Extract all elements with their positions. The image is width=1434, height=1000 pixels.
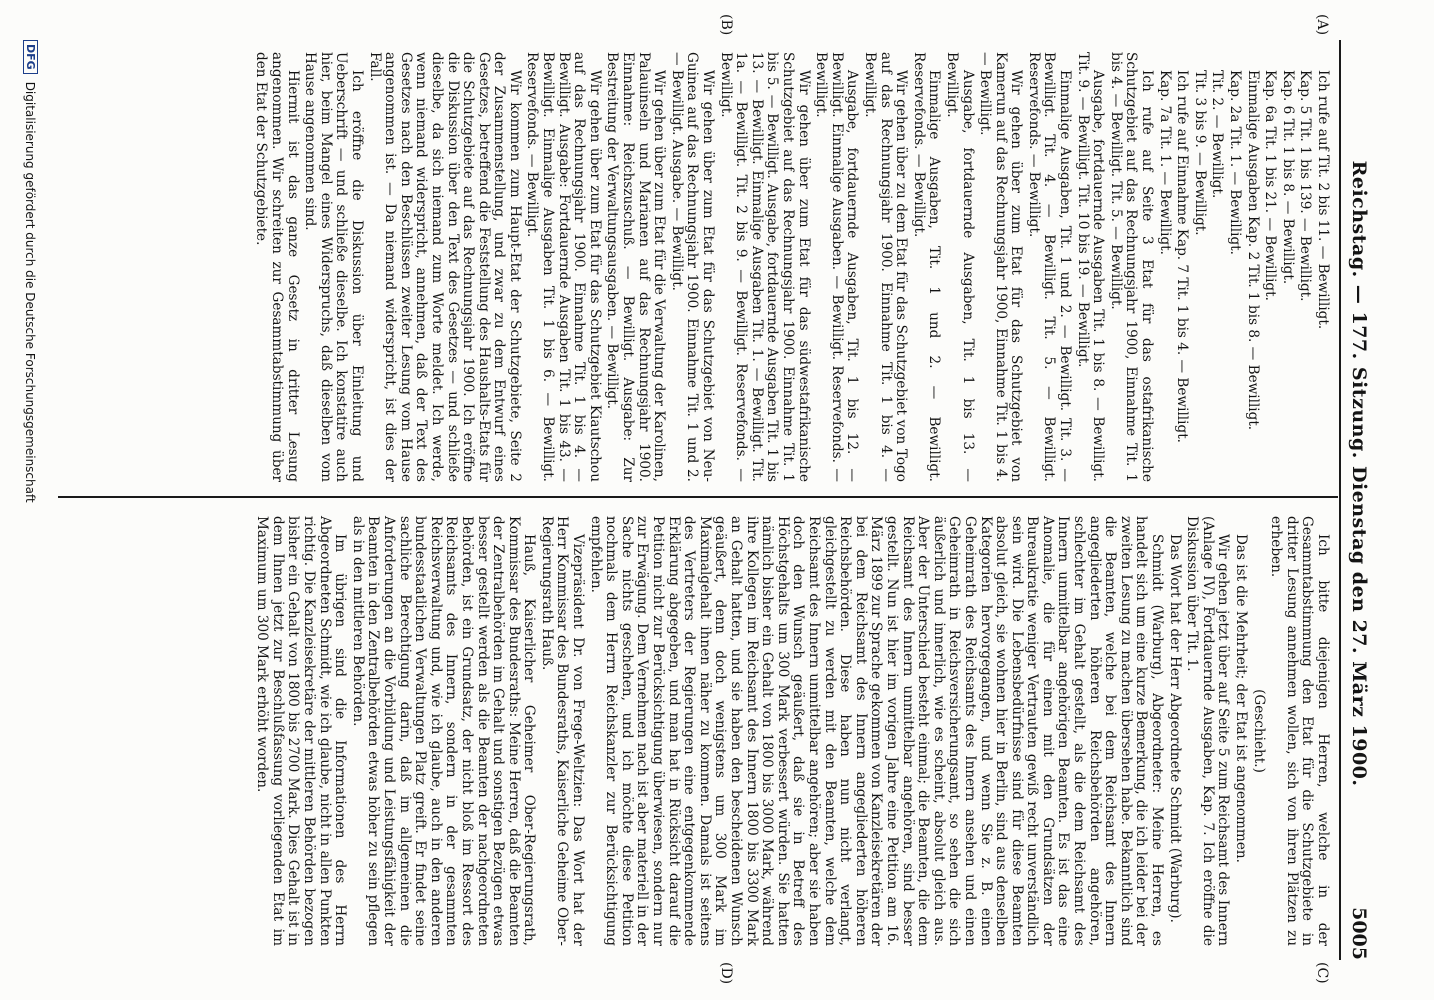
footer-text: Digitalisierung gefördert durch die Deutsche Forschungsgemeinschaft: [23, 81, 38, 503]
margin-mark-c: (C): [1314, 962, 1330, 984]
paragraph: Einmalige Ausgaben, Tit. 1 und 2. — Bewilligt. Reservefonds. — Bewilligt.: [910, 52, 943, 482]
paragraph: Wir gehen über zum Etat für das Schutzgebiet Kiautschou auf das Rechnungsjahr 1900. Einnahme Tit. 1 bis 4. — Bewilligt. Ausgabe: Fortdauernde Ausgaben Tit. 1 bis 43. — Bewilligt. Einmalige Ausgaben Tit. 1 bis 6. — Bewilligt. Reservefonds. — Bewilligt.: [524, 52, 603, 482]
paragraph: Wir gehen über zum Etat für das Schutzgebiet von Neu-Guinea auf das Rechnungsjahr 1900. Einnahme Tit. 1 und 2. — Bewilligt. Ausgabe. — Bewilligt.: [668, 52, 717, 482]
margin-mark-d: (D): [718, 962, 734, 985]
paragraph: Einmalige Ausgaben, Tit. 1 und 2. — Bewilligt. Tit. 3. — Bewilligt. Tit. 4. — Bewilligt. Tit. 5. — Bewilligt. Reservefonds. — Bewilligt.: [1025, 52, 1074, 482]
paragraph: Kap. 5 Tit. 1 bis 139. — Bewilligt.: [1297, 70, 1314, 302]
paragraph: Wir gehen über zu dem Etat für das Schutzgebiet von Togo auf das Rechnungsjahr 1900. Einnahme Tit. 1 bis 4. — Bewilligt.: [861, 52, 910, 482]
margin-mark-a: (A): [1314, 14, 1330, 36]
right-column: [252, 516, 1330, 946]
paragraph: Ausgabe, fortdauernde Ausgaben, Tit. 1 bis 13. — Bewilligt.: [943, 52, 976, 482]
page-header: [1348, 40, 1388, 960]
header-title: Reichstag. — 177. Sitzung. Dienstag den 27. März 1900.: [1348, 160, 1370, 787]
paragraph: Ausgabe, fortdauernde Ausgaben Tit. 1 bis 8. — Bewilligt. Tit. 9. — Bewilligt. Tit. 10 bis 19. — Bewilligt.: [1074, 52, 1107, 482]
paragraph: Das ist die Mehrheit; der Etat ist angenommen.: [1233, 534, 1250, 863]
paragraph: Wir kommen zum Haupt-Etat der Schutzgebiete, Seite 2 der Zusammenstellung, und zwar zu dem Entwurf eines Gesetzes, betreffend die Feststellung des Haushalts-Etats für die Schutzgebiete auf das Rechnungsjahr 1900. Ich eröffne die Diskussion über den Text des Gesetzes — und schließe dieselbe, da sich niemand zum Worte meldet. Ich werde, wenn niemand widerspricht, annehmen, daß der Text des Gesetzes nach den Beschlüssen zweiter Lesung vom Hause angenommen ist. — Da niemand widerspricht, ist dies der Fall.: [366, 52, 523, 482]
margin-mark-b: (B): [718, 14, 734, 36]
paragraph: Kap. 6 Tit. 1 bis 8. — Bewilligt.: [1279, 70, 1296, 285]
paragraph: Ich bitte diejenigen Herren, welche in der Gesammtabstimmung den Etat für die Schutzgebiete in dritter Lesung annehmen wollen, sich von ihren Plätzen zu erheben.: [1268, 516, 1331, 946]
paragraph: Einmalige Ausgaben Kap. 2 Tit. 1 bis 8. — Bewilligt.: [1244, 70, 1261, 431]
paragraph: Wir gehen jetzt über auf Seite 5 zum Reichsamt des Innern (Anlage IV), Fortdauernde Ausgaben, Kap. 7. Ich eröffne die Diskussion über Tit. 1.: [1184, 516, 1232, 946]
left-column: [251, 52, 1330, 482]
paragraph: Das Wort hat der Herr Abgeordnete Schmidt (Warburg).: [1166, 534, 1183, 923]
paragraph: Ausgabe, fortdauernde Ausgaben, Tit. 1 bis 12. — Bewilligt. Einmalige Ausgaben. — Bewilligt. Reservefonds. — Bewilligt.: [813, 52, 861, 482]
paragraph: Wir gehen über zum Etat für das Schutzgebiet von Kamerun auf das Rechnungsjahr 1900, Einnahme Tit. 1 bis 4. — Bewilligt.: [977, 52, 1025, 482]
paragraph: Vizepräsident Dr. von Frege-Weltzien: Das Wort hat der Herr Kommissar des Bundesraths, Kaiserliche Geheime Ober-Regierungsrath Hauß.: [538, 516, 587, 946]
paragraph: Tit. 2. — Bewilligt.: [1209, 70, 1226, 199]
paragraph: Ich rufe auf Einnahme Kap. 7 Tit. 1 bis 4. — Bewilligt.: [1174, 70, 1191, 443]
paragraph: Ich rufe auf Seite 3 Etat für das ostafrikanische Schutzgebiet auf das Rechnungsjahr 1900, Einnahme Tit. 1 bis 4. — Bewilligt. Tit. 5. — Bewilligt.: [1107, 52, 1156, 482]
paragraph: Kap. 7a Tit. 1. — Bewilligt.: [1156, 70, 1173, 255]
page-number: 5005: [1348, 907, 1370, 960]
paragraph: Tit. 3 bis 9. — Bewilligt.: [1191, 70, 1208, 236]
paragraph: Hiermit ist das ganze Gesetz in dritter Lesung angenommen. Wir schreiten zur Gesammtabstimmung über den Etat der Schutzgebiete.: [253, 52, 301, 482]
paragraph: Hauß, Kaiserlicher Geheimer Ober-Regierungsrath, Kommissar des Bundesraths: Meine Herren, daß die Beamten der Zentralbehörden im Gehalt und sonstigen Bezügen etwas besser gestellt werden als die Beamten der nachgeordneten Behörden, ist ein Grundsatz, der nicht bloß im Ressort des Reichsamts des Innern, sondern in der gesammten Reichsverwaltung und, wie ich glaube, auch in den anderen bundesstaatlichen Verwaltungen Platz greift. Er findet seine sachliche Berechtigung darin, daß im allgemeinen die Anforderungen an die Vorbildung und Leistungsfähigkeit der Beamten in den Zentralbehörden etwas höher zu sein pflegen als in den mittleren Behörden.: [349, 516, 538, 946]
paragraph: Im übrigen sind die Informationen des Herrn Abgeordneten Schmidt, wie ich glaube, nicht in allen Punkten richtig. Die Kanzleisekretäre der mittleren Behörden bezogen bisher ein Gehalt von 1800 bis 2700 Mark. Dies Gehalt ist in dem Ihnen jetzt zur Beschlußfassung vorliegenden Etat im Maximum um 300 Mark erhöht worden.: [254, 516, 349, 946]
paragraph: Wir gehen über zum Etat für die Verwaltung der Karolinen, Palauinseln und Marianen auf das Rechnungsjahr 1900. Einnahme: Reichszuschuß. — Bewilligt. Ausgabe: Zur Bestreitung der Verwaltungsausgaben. — Bewilligt.: [604, 52, 668, 482]
paragraph: Ich rufe auf Tit. 2 bis 11. — Bewilligt.: [1315, 70, 1331, 330]
paragraph: Ich eröffne die Diskussion über Einleitung und Ueberschrift — und schließe dieselbe. Ich konstatire auch hier, beim Mangel eines Widerspruchs, daß dieselben vom Hause angenommen sind.: [302, 52, 365, 482]
paragraph: Schmidt (Warburg), Abgeordneter: Meine Herren, es handelt sich um eine kurze Bemerkung, die ich leider bei der zweiten Lesung zu machen übersehen habe. Bekanntlich sind die Beamten, welche bei dem Reichsamt des Innern angegliederten höheren Reichsbehörden angehören, schlechter im Gehalt gestellt, als die dem Reichsamt des Innern unmittelbar angehörigen Beamten. Es ist das eine Anomalie, die für einen mit den Grundsätzen der Bureaukratie weniger Vertrauten gewiß recht unverständlich sein wird. Die Lebensbedürfnisse sind für diese Beamten absolut gleich, sie wohnen hier in Berlin, sind aus denselben Kategorien hervorgegangen, und wenn Sie z. B. einen Geheimrath des Reichsamts des Innern ansehen und einen Geheimrath in Reichsversicherungsamt, so sehen die sich äußerlich und innerlich, wie es scheint, absolut gleich aus. Aber der Unterschied besteht einmal; die Beamten, die dem Reichsamt des Innern unmittelbar angehören, sind besser gestellt. Nun ist hier im vorigen Jahre eine Petition am 16. März 1899 zur Sprache gekommen von Kanzleisekretären der bei dem Reichsamt des Innern angegliederten höheren Reichsbehörden. Diese haben nun nicht verlangt, gleichgestellt zu werden mit den Beamten, welche dem Reichsamt des Innern unmittelbar angehören; aber sie haben doch den Wunsch geäußert, daß sie in Betreff des Höchstgehalts um 300 Mark verbessert würden. Sie hatten nämlich bisher ein Gehalt von 1800 bis 3000 Mark, während ihre Kollegen im Reichsamt des Innern 1800 bis 3300 Mark an Gehalt hatten, und sie haben den bescheidenen Wunsch geäußert, denn doch wenigstens um 300 Mark im Maximalgehalt ihnen näher zu kommen. Damals ist seitens des Vertreters der Regierungen eine entgegenkommende Erklärung abgegeben, und man hat in Rücksicht darauf die Petition nicht zur Berücksichtigung überwiesen, sondern nur zur Erwägung. Dem Vernehmen nach ist aber materiell in der Sache nichts geschehen, und ich möchte diese Petition nochmals dem Herrn Reichskanzler zur Berücksichtigung empfehlen.: [587, 516, 1166, 946]
paragraph: (Geschieht.): [1250, 689, 1267, 773]
column-divider: [58, 496, 1338, 498]
footer: [23, 40, 38, 960]
paragraph: Kap. 6a Tit. 1 bis 21. — Bewilligt.: [1262, 70, 1279, 301]
dfg-logo: DFG: [23, 40, 38, 74]
header-rule: [1339, 40, 1341, 960]
paragraph: Kap. 2a Tit. 1. — Bewilligt.: [1227, 70, 1244, 255]
paragraph: Wir gehen über zum Etat für das südwestafrikanische Schutzgebiet auf das Rechnungsjahr 1900. Einnahme Tit. 1 bis 5. — Bewilligt. Ausgabe, fortdauernde Ausgaben Tit. 1 bis 13. — Bewilligt. Einmalige Ausgaben Tit. 1. — Bewilligt. Tit. 1a. — Bewilligt. Tit. 2 bis 9. — Bewilligt. Reservefonds. — Bewilligt.: [717, 52, 812, 482]
